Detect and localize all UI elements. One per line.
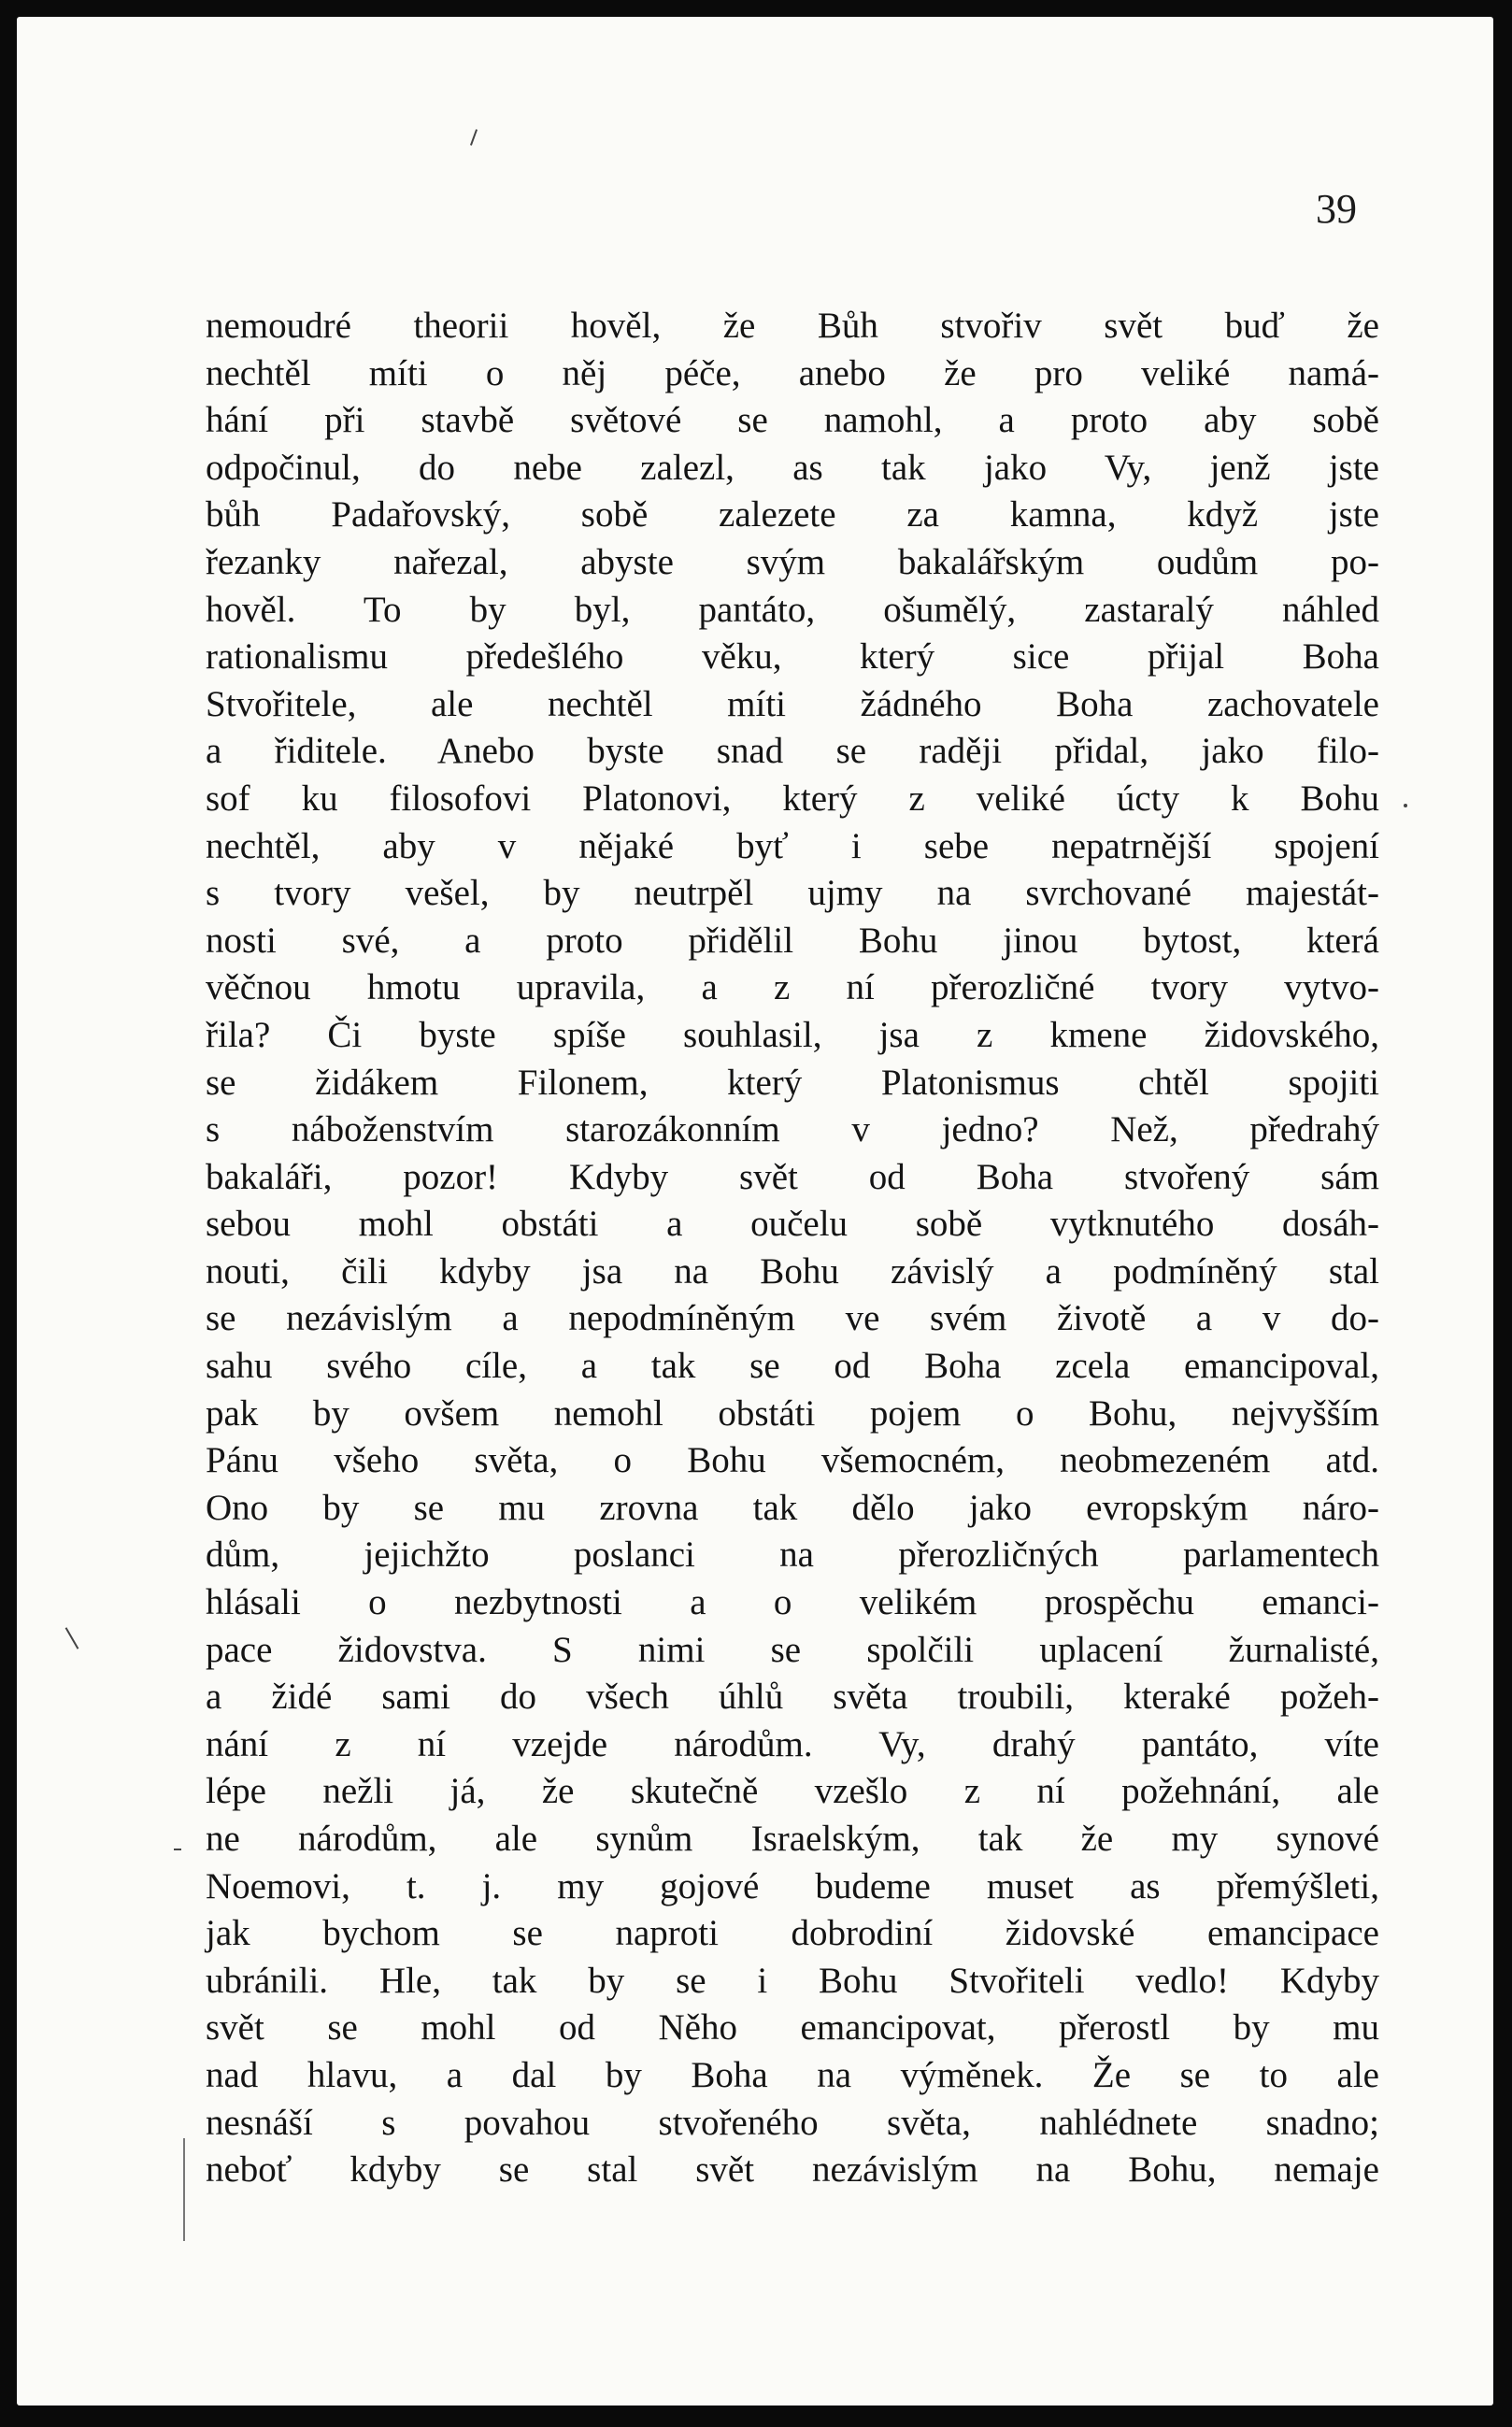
text-line: bakaláři, pozor! Kdyby svět od Boha stvořený sám [206,1156,1379,1197]
book-page [17,17,1493,2406]
ink-speck [65,1627,79,1649]
text-line: věčnou hmotu upravila, a z ní přerozličné tvory vytvo- [206,967,1379,1008]
text-line: nemoudré theorii hověl, že Bůh stvořiv svět buď že [206,306,1379,346]
text-line: Noemovi, t. j. my gojové budeme muset as přemýšleti, [206,1865,1379,1906]
text-line: svět se mohl od Něho emancipovat, přerostl by mu [206,2007,1379,2049]
ink-speck [174,1849,181,1850]
text-line: sof ku filosofovi Platonovi, který z veliké úcty k Bohu [206,778,1379,819]
text-line: řila? Či byste spíše souhlasil, jsa z kmene židovského, [206,1014,1379,1055]
text-line: bůh Padařovský, sobě zalezete za kamna, když jste [206,494,1379,535]
text-line: pak by ovšem nemohl obstáti pojem o Bohu, nejvyšším [206,1392,1379,1434]
text-line: sebou mohl obstáti a oučelu sobě vytknutého dosáh- [206,1204,1379,1245]
text-line: nad hlavu, a dal by Boha na výměnek. Že se to ale [206,2054,1379,2095]
text-line: nechtěl míti o něj péče, anebo že pro veliké namá- [206,352,1379,393]
body-text [206,303,1379,2194]
text-line: Stvořitele, ale nechtěl míti žádného Boha zachovatele [206,683,1379,724]
text-line: neboť kdyby se stal svět nezávislým na Bohu, nemaje [206,2149,1379,2191]
margin-mark [183,2138,185,2241]
text-line: ubránili. Hle, tak by se i Bohu Stvořiteli vedlo! Kdyby [206,1960,1379,2001]
ink-speck [1404,804,1407,807]
text-line: a řiditele. Anebo byste snad se raději přidal, jako filo- [206,731,1379,772]
text-line: se nezávislým a nepodmíněným ve svém životě a v do- [206,1298,1379,1339]
text-line: odpočinul, do nebe zalezl, as tak jako Vy, jenž jste [206,447,1379,488]
text-line: Pánu všeho světa, o Bohu všemocném, neobmezeném atd. [206,1440,1379,1481]
text-line: dům, jejichžto poslanci na přerozličných parlamentech [206,1535,1379,1576]
text-line: nouti, čili kdyby jsa na Bohu závislý a podmíněný stal [206,1250,1379,1292]
text-line: pace židovstva. S nimi se spolčili uplacení žurnalisté, [206,1629,1379,1670]
text-line: rationalismu předešlého věku, který sice přijal Boha [206,636,1379,678]
text-line: Ono by se mu zrovna tak dělo jako evropským náro- [206,1487,1379,1528]
text-line: se židákem Filonem, který Platonismus chtěl spojiti [206,1062,1379,1103]
text-line: nesnáší s povahou stvořeného světa, nahlédnete snadno; [206,2102,1379,2143]
text-line: jak bychom se naproti dobrodiní židovské emancipace [206,1913,1379,1954]
text-line: hání při stavbě světové se namohl, a proto aby sobě [206,400,1379,441]
ink-speck [470,129,478,146]
text-line: lépe nežli já, že skutečně vzešlo z ní požehnání, ale [206,1771,1379,1812]
text-line: hověl. To by byl, pantáto, ošumělý, zastaralý náhled [206,589,1379,630]
text-line: s tvory vešel, by neutrpěl ujmy na svrchované majestát- [206,873,1379,914]
text-line: řezanky nařezal, abyste svým bakalářským oudům po- [206,541,1379,582]
text-line: nosti své, a proto přidělil Bohu jinou bytost, která [206,920,1379,961]
text-line: ne národům, ale synům Israelským, tak že my synové [206,1819,1379,1859]
text-line: sahu svého cíle, a tak se od Boha zcela emancipoval, [206,1346,1379,1387]
page-number: 39 [1316,186,1357,232]
text-line: nání z ní vzejde národům. Vy, drahý pantáto, víte [206,1723,1379,1764]
text-line: nechtěl, aby v nějaké byť i sebe nepatrnější spojení [206,825,1379,866]
text-line: hlásali o nezbytnosti a o velikém prospěchu emanci- [206,1582,1379,1623]
text-line: s náboženstvím starozákonním v jedno? Než, předrahý [206,1109,1379,1150]
text-line: a židé sami do všech úhlů světa troubili, kteraké požeh- [206,1677,1379,1718]
